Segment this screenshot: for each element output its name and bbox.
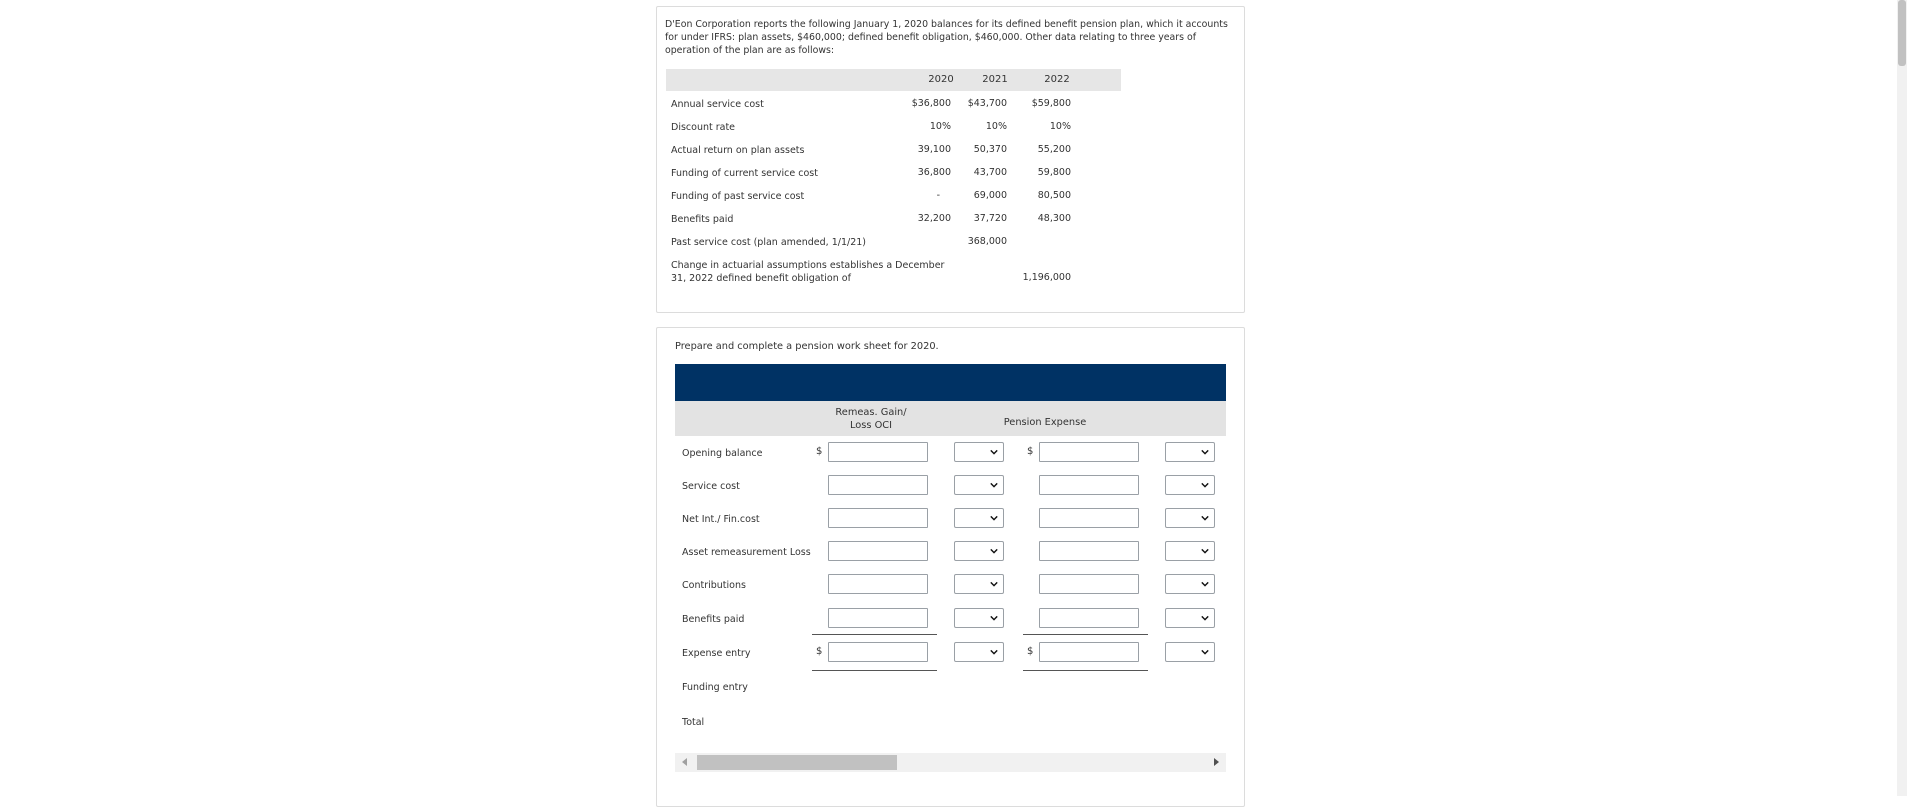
data-cell: 48,300 [1037, 213, 1071, 224]
data-row-label: Change in actuarial assumptions establishes a December 31, 2022 defined benefit obligation of [671, 260, 945, 284]
data-cell: 80,500 [1037, 190, 1071, 201]
total-rule [812, 670, 937, 671]
data-row-label: Annual service cost [671, 99, 764, 110]
chevron-down-icon [1201, 614, 1209, 622]
data-row-label: Funding of past service cost [671, 191, 805, 202]
remeas-input-expense-entry[interactable] [828, 642, 928, 662]
remeas-drcr-select[interactable] [954, 508, 1004, 528]
remeas-input-contributions[interactable] [828, 574, 928, 594]
row-label-expense-entry: Expense entry [682, 648, 751, 659]
remeas-drcr-select[interactable] [954, 475, 1004, 495]
year-2020: 2020 [928, 74, 954, 85]
expense-drcr-select[interactable] [1165, 642, 1215, 662]
data-cell: 50,370 [973, 144, 1007, 155]
year-2021: 2021 [982, 74, 1008, 85]
data-row-label: Funding of current service cost [671, 168, 818, 179]
worksheet-panel [656, 327, 1245, 807]
data-row-label: Actual return on plan assets [671, 145, 805, 156]
page-scrollbar-thumb[interactable] [1898, 0, 1906, 66]
total-rule [1023, 670, 1148, 671]
expense-input-asset-remeasurement[interactable] [1039, 541, 1139, 561]
problem-panel [656, 6, 1245, 313]
worksheet-column-header [675, 401, 1226, 436]
data-cell: 59,800 [1037, 167, 1071, 178]
col-pension-expense-header: Pension Expense [1003, 417, 1087, 428]
remeas-input-asset-remeasurement[interactable] [828, 541, 928, 561]
horizontal-scrollbar[interactable] [675, 753, 1226, 772]
expense-input-benefits-paid[interactable] [1039, 608, 1139, 628]
expense-input-expense-entry[interactable] [1039, 642, 1139, 662]
chevron-down-icon [990, 648, 998, 656]
data-cell: 37,720 [973, 213, 1007, 224]
scroll-left-icon[interactable] [682, 758, 687, 766]
data-table-header [666, 69, 1121, 91]
data-row-label: Discount rate [671, 122, 736, 133]
data-cell: 55,200 [1037, 144, 1071, 155]
remeas-input-service-cost[interactable] [828, 475, 928, 495]
chevron-down-icon [990, 580, 998, 588]
data-cell: $43,700 [967, 98, 1007, 109]
chevron-down-icon [1201, 580, 1209, 588]
data-cell: - [936, 190, 940, 201]
data-cell: 10% [929, 121, 951, 132]
page-scrollbar[interactable] [1897, 0, 1907, 796]
col-remeas-header: Remeas. Gain/ Loss OCI [835, 407, 907, 431]
row-label-benefits-paid: Benefits paid [682, 614, 745, 625]
data-cell: 32,200 [917, 213, 951, 224]
chevron-down-icon [990, 614, 998, 622]
remeas-drcr-select[interactable] [954, 442, 1004, 462]
data-cell: 368,000 [967, 236, 1007, 247]
expense-drcr-select[interactable] [1165, 475, 1215, 495]
expense-input-contributions[interactable] [1039, 574, 1139, 594]
data-cell: 1,196,000 [1022, 272, 1071, 283]
data-cell: 10% [1049, 121, 1071, 132]
chevron-down-icon [1201, 448, 1209, 456]
chevron-down-icon [990, 514, 998, 522]
subtotal-rule [812, 634, 937, 635]
data-row-label: Past service cost (plan amended, 1/1/21) [671, 237, 867, 248]
row-label-funding-entry: Funding entry [682, 682, 748, 693]
currency-symbol: $ [816, 646, 823, 657]
data-cell: 36,800 [917, 167, 951, 178]
scroll-right-icon[interactable] [1214, 758, 1219, 766]
data-cell: 10% [985, 121, 1007, 132]
row-label-service-cost: Service cost [682, 481, 740, 492]
chevron-down-icon [990, 448, 998, 456]
year-2022: 2022 [1044, 74, 1070, 85]
row-label-opening-balance: Opening balance [682, 448, 763, 459]
worksheet-prompt: Prepare and complete a pension work sheet for 2020. [675, 341, 939, 352]
row-label-contributions: Contributions [682, 580, 746, 591]
currency-symbol: $ [816, 446, 823, 457]
chevron-down-icon [1201, 648, 1209, 656]
remeas-drcr-select[interactable] [954, 574, 1004, 594]
currency-symbol: $ [1027, 646, 1034, 657]
row-label-asset-remeasurement: Asset remeasurement Loss [682, 547, 811, 558]
remeas-drcr-select[interactable] [954, 608, 1004, 628]
scrollbar-thumb[interactable] [697, 755, 897, 770]
remeas-drcr-select[interactable] [954, 642, 1004, 662]
worksheet-title-bar [675, 364, 1226, 401]
remeas-input-opening-balance[interactable] [828, 442, 928, 462]
expense-drcr-select[interactable] [1165, 541, 1215, 561]
data-cell: 43,700 [973, 167, 1007, 178]
data-cell: $59,800 [1031, 98, 1071, 109]
expense-input-opening-balance[interactable] [1039, 442, 1139, 462]
data-cell: 39,100 [917, 144, 951, 155]
expense-input-service-cost[interactable] [1039, 475, 1139, 495]
currency-symbol: $ [1027, 446, 1034, 457]
data-cell: $36,800 [911, 98, 951, 109]
remeas-drcr-select[interactable] [954, 541, 1004, 561]
chevron-down-icon [990, 481, 998, 489]
remeas-input-net-interest[interactable] [828, 508, 928, 528]
expense-drcr-select[interactable] [1165, 574, 1215, 594]
row-label-net-interest: Net Int./ Fin.cost [682, 514, 760, 525]
chevron-down-icon [1201, 481, 1209, 489]
problem-intro: D'Eon Corporation reports the following January 1, 2020 balances for its defined benefit pension plan, which it accounts for under IFRS: plan assets, $460,000; defined benefit obligation, $460,000. Other data relating to three years of operation of the plan are as follows: [665, 19, 1228, 56]
expense-input-net-interest[interactable] [1039, 508, 1139, 528]
data-cell: 69,000 [973, 190, 1007, 201]
subtotal-rule [1023, 634, 1148, 635]
expense-drcr-select[interactable] [1165, 442, 1215, 462]
expense-drcr-select[interactable] [1165, 608, 1215, 628]
data-row-label: Benefits paid [671, 214, 734, 225]
row-label-total: Total [682, 717, 705, 728]
expense-drcr-select[interactable] [1165, 508, 1215, 528]
chevron-down-icon [1201, 547, 1209, 555]
chevron-down-icon [1201, 514, 1209, 522]
remeas-input-benefits-paid[interactable] [828, 608, 928, 628]
chevron-down-icon [990, 547, 998, 555]
